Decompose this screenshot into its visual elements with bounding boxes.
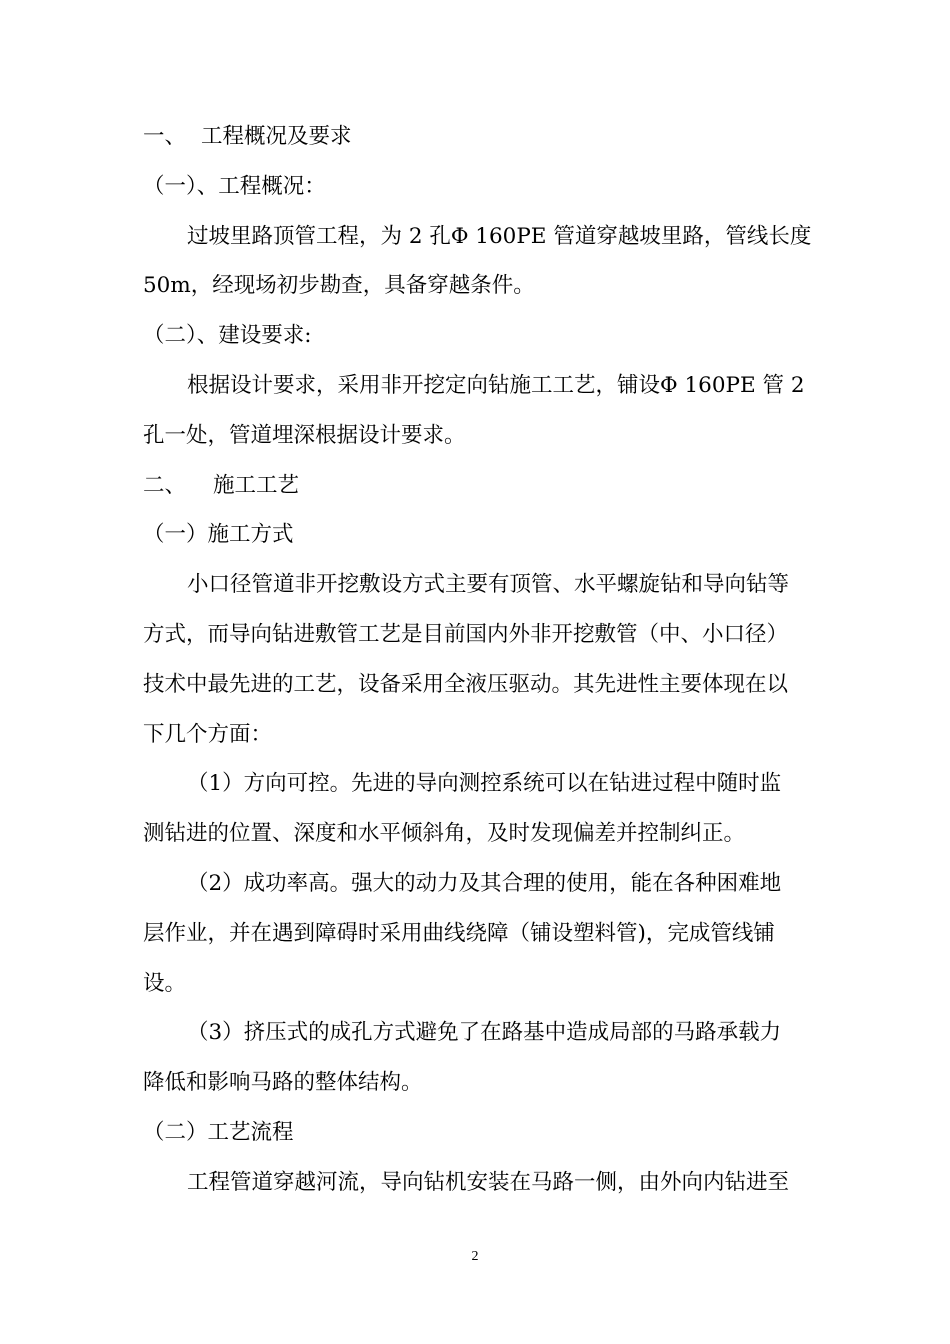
paragraph-line: 50m，经现场初步勘查，具备穿越条件。 (143, 273, 535, 299)
paragraph-line: 设。 (143, 970, 187, 996)
paragraph-line: 下几个方面： (143, 721, 273, 747)
subsection-heading-method: （一）施工方式 (143, 522, 294, 548)
paragraph-line: 降低和影响马路的整体结构。 (143, 1070, 423, 1096)
paragraph-line: 方式，而导向钻进敷管工艺是目前国内外非开挖敷管（中、小口径） (143, 621, 789, 647)
paragraph-line: 过坡里路顶管工程，为 2 孔Φ 160PE 管道穿越坡里路，管线长度 (187, 223, 812, 249)
section-number-2: 二、 (143, 472, 187, 498)
section-title-2: 施工工艺 (213, 472, 300, 498)
list-point-1: （1）方向可控。先进的导向测控系统可以在钻进过程中随时监 (187, 771, 782, 797)
paragraph-line: 技术中最先进的工艺，设备采用全液压驱动。其先进性主要体现在以 (143, 671, 789, 697)
paragraph-line: 工程管道穿越河流，导向钻机安装在马路一侧，由外向内钻进至 (187, 1169, 790, 1195)
section-title-1: 工程概况及要求 (201, 124, 352, 149)
section-heading-2 (143, 461, 807, 511)
page-number: 2 (471, 1249, 479, 1264)
paragraph-line: 根据设计要求，采用非开挖定向钻施工工艺，铺设Φ 160PE 管 2 (187, 372, 805, 398)
paragraph-line: 孔一处，管道埋深根据设计要求。 (143, 422, 466, 448)
subsection-heading-process: （二）工艺流程 (143, 1119, 294, 1145)
section-number-1: 一、 (143, 124, 187, 149)
paragraph-line: 测钻进的位置、深度和水平倾斜角，及时发现偏差并控制纠正。 (143, 821, 746, 847)
list-point-2: （2）成功率高。强大的动力及其合理的使用，能在各种困难地 (187, 870, 782, 896)
list-point-3: （3）挤压式的成孔方式避免了在路基中造成局部的马路承载力 (187, 1020, 782, 1046)
subsection-heading-requirements: （二）、建设要求: (143, 323, 312, 349)
subsection-heading-overview: （一）、工程概况： (143, 173, 326, 199)
paragraph-line: 小口径管道非开挖敷设方式主要有顶管、水平螺旋钻和导向钻等 (187, 572, 790, 598)
paragraph-line: 层作业，并在遇到障碍时采用曲线绕障（铺设塑料管)，完成管线铺 (143, 920, 775, 946)
section-heading-1 (143, 112, 807, 162)
document-body (143, 112, 812, 1208)
